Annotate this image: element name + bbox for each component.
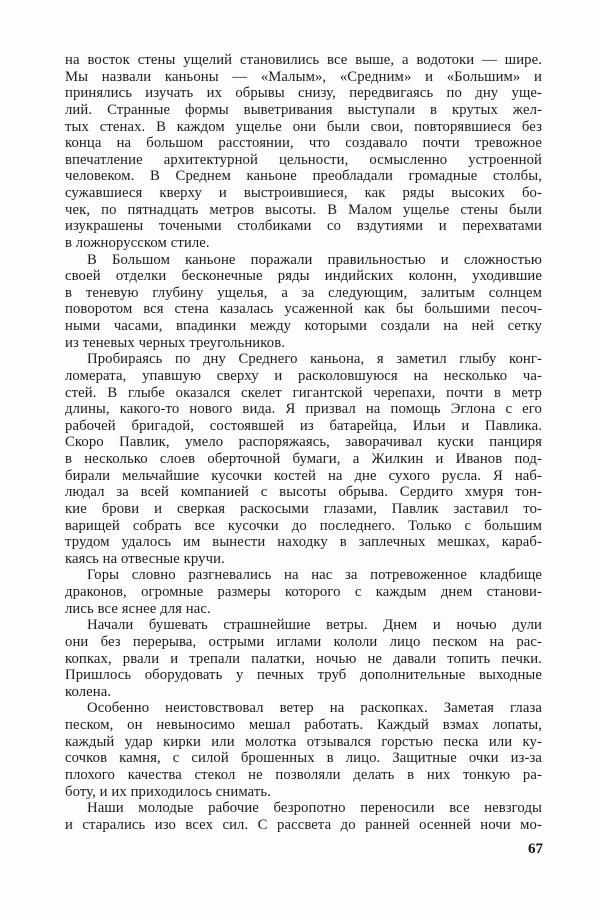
- text-line: сужавшиеся кверху и выстроившиеся, как ряды высоких бо-: [65, 185, 542, 201]
- text-line: стей. В глыбе оказался скелет гигантской черепахи, почти в метр: [65, 384, 542, 401]
- text-line: каждый удар кирки или молотка отзывался горстью песка или ку-: [65, 733, 542, 750]
- text-line: колена.: [65, 683, 112, 700]
- text-block: [65, 52, 542, 833]
- paragraph: [65, 800, 542, 833]
- text-line: в теневую глубину ущелья, а за следующим, залитым солнцем: [65, 284, 542, 301]
- text-line: поворотом вся стена казалась усаженной как бы большими песоч-: [65, 301, 542, 318]
- paragraph: [65, 617, 542, 700]
- text-line: Пришлось оборудовать у печных труб дополнительные выходные: [65, 667, 542, 684]
- text-line: каясь на отвесные кручи.: [65, 550, 225, 567]
- text-line: Особенно неистовствовал ветер на раскопках. Заметая глаза: [87, 700, 542, 717]
- text-line: трудом удалось им вынести находку в заплечных мешках, караб-: [65, 534, 542, 551]
- paragraph: [65, 567, 542, 617]
- text-line: в несколько слоев оберточной бумаги, а Жилкин и Иванов под-: [65, 451, 542, 467]
- text-line: плохого качества стекол не позволяли делать в них тонкую ра-: [65, 766, 542, 783]
- text-line: из теневых черных треугольников.: [65, 334, 285, 351]
- text-line: тых стенах. В каждом ущелье они были свои, повторявшиеся без: [65, 118, 542, 135]
- text-line: и старались изо всех сил. С рассвета до ранней осенней ночи мо-: [65, 816, 542, 833]
- text-line: боту, и их приходилось снимать.: [65, 783, 271, 800]
- text-line: ными часами, впадинки между которыми создали на ней сетку: [65, 318, 542, 334]
- text-line: Скоро Павлик, умело распоряжаясь, заворачивал куски панциря: [65, 434, 542, 451]
- text-line: Горы словно разгневались на нас за потревоженное кладбище: [87, 567, 542, 584]
- text-line: своей отделки бесконечные ряды индийских колонн, уходившие: [65, 268, 542, 285]
- text-line: изукрашены точеными столбиками со вздутиями и перехватами: [65, 218, 542, 235]
- text-line: конца на большом расстоянии, что создавало почти тревожное: [65, 135, 542, 152]
- text-line: драконов, огромные размеры которого с каждым днем станови-: [65, 584, 542, 600]
- paragraph: [65, 700, 542, 800]
- text-line: человеком. В Среднем каньоне преобладали громадные столбы,: [65, 168, 542, 185]
- text-line: Пробираясь по дну Среднего каньона, я заметил глыбу конг-: [87, 351, 542, 368]
- paragraph: [65, 351, 542, 567]
- page-number: 67: [528, 841, 543, 857]
- text-line: ломерата, упавшую сверху и расколовшуюся на несколько ча-: [65, 367, 542, 384]
- text-line: песком, он невыносимо мешал работать. Каждый взмах лопаты,: [65, 717, 542, 733]
- text-line: длины, какого-то нового вида. Я призвал на помощь Эглона с его: [65, 401, 542, 418]
- paragraph: [65, 52, 542, 252]
- text-line: варищей собрать все кусочки до последнего. Только с большим: [65, 517, 542, 534]
- text-line: чек, по пятнадцать метров высоты. В Малом ущелье стены были: [65, 201, 542, 218]
- text-line: в ложнорусском стиле.: [65, 234, 210, 251]
- text-line: лись все яснее для нас.: [65, 600, 211, 617]
- text-line: людал за всей компанией с высоты обрыва. Сердито хмуря тон-: [65, 484, 542, 501]
- text-line: Наши молодые рабочие безропотно переносили все невзгоды: [87, 800, 542, 817]
- text-line: сочков камня, с силой брошенных в лицо. Защитные очки из-за: [65, 750, 542, 767]
- text-line: они без перерыва, острыми иглами кололи лицо песком на рас-: [65, 633, 542, 650]
- text-line: бирали мельчайшие кусочки костей на дне сухого русла. Я наб-: [65, 467, 542, 484]
- text-line: лий. Странные формы выветривания выступали в крутых жел-: [65, 101, 542, 118]
- text-line: В Большом каньоне поражали правильностью и сложностью: [87, 251, 542, 268]
- text-line: копках, рвали и трепали палатки, ночью не давали топить печки.: [65, 650, 542, 667]
- paragraph: [65, 252, 542, 352]
- text-line: кие брови и сверкая раскосыми глазами, Павлик заставил то-: [65, 500, 542, 517]
- text-line: принялись изучать их обрывы снизу, передвигаясь по дну уще-: [65, 85, 542, 102]
- text-line: Мы назвали каньоны — «Малым», «Средним» и «Большим» и: [65, 68, 542, 85]
- text-line: на восток стены ущелий становились все выше, а водотоки — шире.: [65, 52, 542, 68]
- text-line: впечатление архитектурной цельности, осмысленно устроенной: [65, 151, 542, 168]
- text-line: рабочей бригадой, состоявшей из батарейца, Ильи и Павлика.: [65, 417, 542, 434]
- text-line: Начали бушевать страшнейшие ветры. Днем и ночью дули: [87, 617, 542, 634]
